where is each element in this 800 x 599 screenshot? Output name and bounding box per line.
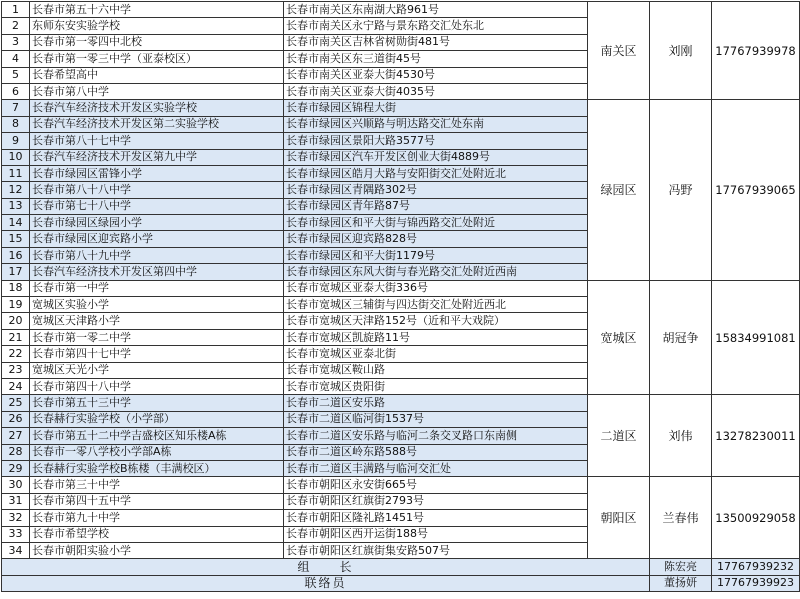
row-number: 26 bbox=[2, 411, 30, 427]
school-name: 长春市第五十二中学吉盛校区知乐楼A栋 bbox=[30, 428, 284, 444]
row-number: 17 bbox=[2, 264, 30, 280]
school-name: 长春市第五十三中学 bbox=[30, 395, 284, 411]
contact-name: 冯野 bbox=[650, 100, 712, 280]
row-number: 8 bbox=[2, 116, 30, 132]
school-name: 长春市第九十中学 bbox=[30, 510, 284, 526]
school-address: 长春市绿园区东风大街与春光路交汇处附近西南 bbox=[284, 264, 588, 280]
row-number: 24 bbox=[2, 378, 30, 394]
school-address: 长春市绿园区景阳大路3577号 bbox=[284, 133, 588, 149]
row-number: 15 bbox=[2, 231, 30, 247]
row-number: 25 bbox=[2, 395, 30, 411]
row-number: 28 bbox=[2, 444, 30, 460]
contact-phone: 13500929058 bbox=[712, 477, 800, 559]
liaison-name: 董扬妍 bbox=[650, 575, 712, 591]
school-address: 长春市宽城区亚泰大街336号 bbox=[284, 280, 588, 296]
school-address: 长春市南关区永宁路与景东路交汇处东北 bbox=[284, 18, 588, 34]
school-address: 长春市绿园区和平大街1179号 bbox=[284, 247, 588, 263]
row-number: 3 bbox=[2, 34, 30, 50]
district-cell: 朝阳区 bbox=[588, 477, 650, 559]
footer-row bbox=[2, 575, 800, 591]
school-address: 长春市二道区岭东路588号 bbox=[284, 444, 588, 460]
school-name: 长春市第八十八中学 bbox=[30, 182, 284, 198]
footer-row bbox=[2, 559, 800, 575]
row-number: 19 bbox=[2, 297, 30, 313]
school-address: 长春市宽城区鞍山路 bbox=[284, 362, 588, 378]
row-number: 1 bbox=[2, 2, 30, 18]
school-name: 长春市第一零三中学（亚泰校区） bbox=[30, 51, 284, 67]
row-number: 31 bbox=[2, 493, 30, 509]
row-number: 12 bbox=[2, 182, 30, 198]
row-number: 30 bbox=[2, 477, 30, 493]
school-name: 长春市绿园区绿园小学 bbox=[30, 215, 284, 231]
school-name: 长春市第一零二中学 bbox=[30, 329, 284, 345]
school-address: 长春市二道区丰满路与临河交汇处 bbox=[284, 460, 588, 476]
school-name: 宽城区天光小学 bbox=[30, 362, 284, 378]
school-name: 长春市一零八学校小学部A栋 bbox=[30, 444, 284, 460]
row-number: 5 bbox=[2, 67, 30, 83]
school-name: 长春汽车经济技术开发区第二实验学校 bbox=[30, 116, 284, 132]
row-number: 9 bbox=[2, 133, 30, 149]
school-name: 东师东安实验学校 bbox=[30, 18, 284, 34]
school-address: 长春市朝阳区红旗街集安路507号 bbox=[284, 542, 588, 558]
school-name: 长春市第八十九中学 bbox=[30, 247, 284, 263]
school-address: 长春市绿园区锦程大街 bbox=[284, 100, 588, 116]
row-number: 22 bbox=[2, 346, 30, 362]
row-number: 32 bbox=[2, 510, 30, 526]
school-name: 长春汽车经济技术开发区第四中学 bbox=[30, 264, 284, 280]
liaison-label: 联络员 bbox=[2, 575, 650, 591]
contact-name: 刘伟 bbox=[650, 395, 712, 477]
row-number: 16 bbox=[2, 247, 30, 263]
school-address: 长春市朝阳区西开运街188号 bbox=[284, 526, 588, 542]
row-number: 20 bbox=[2, 313, 30, 329]
school-address: 长春市绿园区青隅路302号 bbox=[284, 182, 588, 198]
school-name: 长春赫行实验学校（小学部） bbox=[30, 411, 284, 427]
school-name: 长春汽车经济技术开发区实验学校 bbox=[30, 100, 284, 116]
school-address: 长春市宽城区贵阳街 bbox=[284, 378, 588, 394]
contact-phone: 17767939978 bbox=[712, 2, 800, 100]
row-number: 2 bbox=[2, 18, 30, 34]
table-row bbox=[2, 100, 800, 116]
school-name: 长春市第七十八中学 bbox=[30, 198, 284, 214]
row-number: 18 bbox=[2, 280, 30, 296]
school-name: 长春赫行实验学校B栋楼（丰满校区） bbox=[30, 460, 284, 476]
school-name: 长春市第三十中学 bbox=[30, 477, 284, 493]
school-address: 长春市南关区亚泰大街4035号 bbox=[284, 83, 588, 99]
school-address: 长春市绿园区兴顺路与明达路交汇处东南 bbox=[284, 116, 588, 132]
row-number: 6 bbox=[2, 83, 30, 99]
school-name: 长春市第八中学 bbox=[30, 83, 284, 99]
school-address: 长春市朝阳区隆礼路1451号 bbox=[284, 510, 588, 526]
table-row bbox=[2, 395, 800, 411]
contact-name: 胡冠争 bbox=[650, 280, 712, 395]
school-name: 长春汽车经济技术开发区第九中学 bbox=[30, 149, 284, 165]
row-number: 4 bbox=[2, 51, 30, 67]
row-number: 11 bbox=[2, 165, 30, 181]
school-address: 长春市朝阳区红旗街2793号 bbox=[284, 493, 588, 509]
contact-phone: 17767939065 bbox=[712, 100, 800, 280]
school-name: 长春市第五十六中学 bbox=[30, 2, 284, 18]
exam-site-table bbox=[1, 1, 800, 592]
school-address: 长春市朝阳区永安街665号 bbox=[284, 477, 588, 493]
school-address: 长春市宽城区亚泰北街 bbox=[284, 346, 588, 362]
school-name: 宽城区实验小学 bbox=[30, 297, 284, 313]
school-name: 长春市第四十五中学 bbox=[30, 493, 284, 509]
row-number: 29 bbox=[2, 460, 30, 476]
district-cell: 南关区 bbox=[588, 2, 650, 100]
leader-phone: 17767939232 bbox=[712, 559, 800, 575]
school-name: 长春市第一中学 bbox=[30, 280, 284, 296]
school-name: 长春市绿园区迎宾路小学 bbox=[30, 231, 284, 247]
school-address: 长春市宽城区凯旋路11号 bbox=[284, 329, 588, 345]
school-address: 长春市宽城区三辅街与四达街交汇处附近西北 bbox=[284, 297, 588, 313]
row-number: 14 bbox=[2, 215, 30, 231]
school-name: 长春市第四十八中学 bbox=[30, 378, 284, 394]
school-address: 长春市绿园区青年路87号 bbox=[284, 198, 588, 214]
leader-name: 陈宏亮 bbox=[650, 559, 712, 575]
school-address: 长春市绿园区皓月大路与安阳街交汇处附近北 bbox=[284, 165, 588, 181]
row-number: 33 bbox=[2, 526, 30, 542]
table-body bbox=[2, 2, 800, 592]
school-name: 长春希望高中 bbox=[30, 67, 284, 83]
table-row bbox=[2, 477, 800, 493]
district-cell: 绿园区 bbox=[588, 100, 650, 280]
school-address: 长春市南关区亚泰大街4530号 bbox=[284, 67, 588, 83]
school-address: 长春市绿园区迎宾路828号 bbox=[284, 231, 588, 247]
school-address: 长春市二道区临河街1537号 bbox=[284, 411, 588, 427]
contact-name: 刘刚 bbox=[650, 2, 712, 100]
row-number: 23 bbox=[2, 362, 30, 378]
school-address: 长春市绿园区汽车开发区创业大街4889号 bbox=[284, 149, 588, 165]
school-address: 长春市南关区东南湖大路961号 bbox=[284, 2, 588, 18]
school-address: 长春市南关区吉林省树勋街481号 bbox=[284, 34, 588, 50]
school-name: 长春市绿园区雷锋小学 bbox=[30, 165, 284, 181]
liaison-phone: 17767939923 bbox=[712, 575, 800, 591]
table-row bbox=[2, 280, 800, 296]
table-row bbox=[2, 2, 800, 18]
leader-label: 组 长 bbox=[2, 559, 650, 575]
school-address: 长春市二道区安乐路 bbox=[284, 395, 588, 411]
school-name: 长春市第四十七中学 bbox=[30, 346, 284, 362]
school-address: 长春市绿园区和平大街与锦西路交汇处附近 bbox=[284, 215, 588, 231]
contact-name: 兰春伟 bbox=[650, 477, 712, 559]
school-name: 长春市朝阳实验小学 bbox=[30, 542, 284, 558]
school-name: 长春市第八十七中学 bbox=[30, 133, 284, 149]
school-name: 宽城区天津路小学 bbox=[30, 313, 284, 329]
row-number: 34 bbox=[2, 542, 30, 558]
school-address: 长春市南关区东三道街45号 bbox=[284, 51, 588, 67]
school-address: 长春市宽城区天津路152号（近和平大戏院） bbox=[284, 313, 588, 329]
row-number: 10 bbox=[2, 149, 30, 165]
school-name: 长春市希望学校 bbox=[30, 526, 284, 542]
row-number: 7 bbox=[2, 100, 30, 116]
school-address: 长春市二道区安乐路与临河二条交叉路口东南侧 bbox=[284, 428, 588, 444]
contact-phone: 13278230011 bbox=[712, 395, 800, 477]
school-name: 长春市第一零四中北校 bbox=[30, 34, 284, 50]
row-number: 13 bbox=[2, 198, 30, 214]
row-number: 27 bbox=[2, 428, 30, 444]
row-number: 21 bbox=[2, 329, 30, 345]
contact-phone: 15834991081 bbox=[712, 280, 800, 395]
district-cell: 二道区 bbox=[588, 395, 650, 477]
district-cell: 宽城区 bbox=[588, 280, 650, 395]
